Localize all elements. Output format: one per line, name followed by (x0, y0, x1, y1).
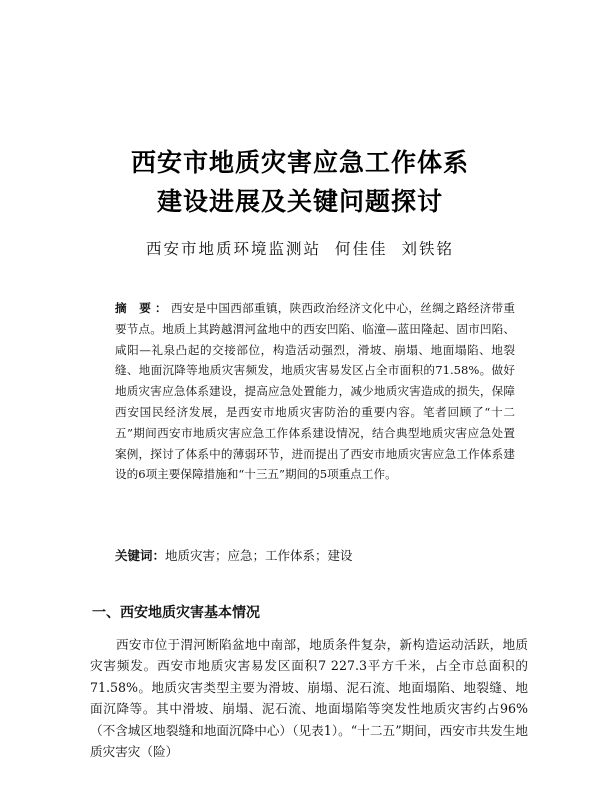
keywords-text: 地质灾害；应急；工作体系；建设 (165, 548, 353, 563)
author-name: 刘铁铭 (401, 240, 455, 258)
abstract-text: 西安是中国西部重镇，陕西政治经济文化中心，丝绸之路经济带重要节点。地质上其跨越渭河盆地中的西安凹陷、临潼—蓝田隆起、固市凹陷、咸阳—礼泉凸起的交接部位，构造活动强烈，滑坡、崩塌、地面塌陷、地裂缝、地面沉降等地质灾害频发，地质灾害易发区占全市面积的71.58%。做好地质灾害应急体系建设，提高应急处置能力，减少地质灾害造成的损失，保障西安国民经济发展，是西安市地质灾害防治的重要内容。笔者回顾了“十二五”期间西安市地质灾害应急工作体系建设情况，结合典型地质灾害应急处置案例，探讨了体系中的薄弱环节，进而提出了西安市地质灾害应急工作体系建设的6项主要保障措施和“十三五”期间的5项重点工作。 (115, 301, 515, 482)
body-paragraph: 西安市位于渭河断陷盆地中南部，地质条件复杂，新构造运动活跃，地质灾害频发。西安市地质灾害易发区面积7 227.3平方千米，占全市总面积的71.58%。地质灾害类型主要为滑坡、崩塌、泥石流、地面塌陷、地裂缝、地面沉降等。其中滑坡、崩塌、泥石流、地面塌陷等突发性地质灾害约占96%（不含城区地裂缝和地面沉降中心）（见表1）。“十二五”期间，西安市共发生地质灾害灾（险） (90, 637, 528, 760)
paper-title-line-1: 西安市地质灾害应急工作体系 (130, 148, 469, 177)
body-text (90, 634, 528, 762)
section-heading: 一、西安地质灾害基本情况 (92, 605, 260, 621)
paper-title-line-2: 建设进展及关键问题探讨 (156, 187, 443, 216)
abstract-label: 摘 要： (115, 301, 171, 315)
keywords-label: 关键词： (115, 548, 166, 563)
author-line (0, 237, 600, 259)
affiliation: 西安市地质环境监测站 (145, 240, 321, 258)
author-name: 何佳佳 (334, 240, 388, 258)
keywords (115, 546, 515, 566)
abstract (115, 298, 515, 485)
